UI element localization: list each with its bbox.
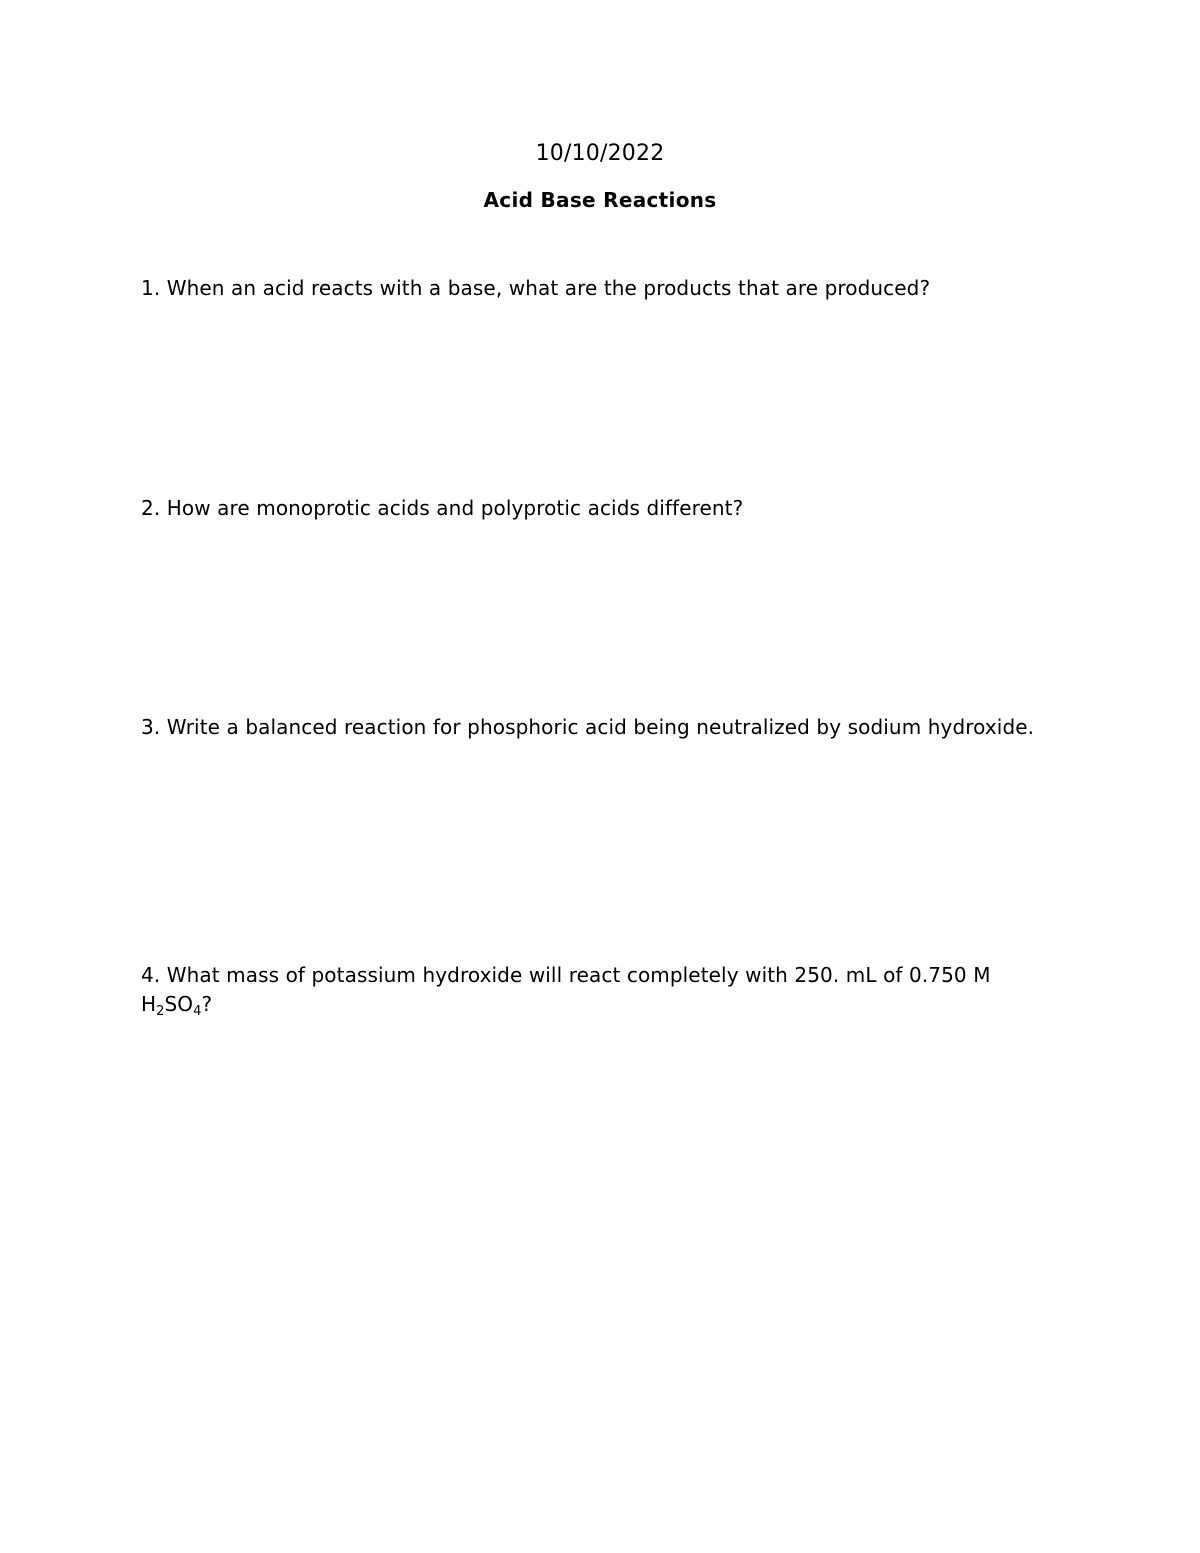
- document-title: Acid Base Reactions: [483, 188, 717, 212]
- question-3: 3. Write a balanced reaction for phosphoric acid being neutralized by sodium hydroxide.: [141, 715, 1035, 739]
- question-4: [141, 961, 1076, 1019]
- document-date: 10/10/2022: [535, 141, 665, 166]
- question-2: 2. How are monoprotic acids and polyprotic acids different?: [141, 496, 744, 520]
- formula-h: H: [141, 992, 157, 1016]
- formula-o-subscript: 4: [193, 1004, 202, 1019]
- formula-question-mark: ?: [201, 992, 213, 1016]
- formula-h-subscript: 2: [156, 1004, 165, 1019]
- question-4-text: 4. What mass of potassium hydroxide will react completely with 250. mL of 0.750 M: [141, 963, 991, 987]
- question-1: 1. When an acid reacts with a base, what are the products that are produced?: [141, 276, 931, 300]
- chemical-formula: [141, 990, 1076, 1019]
- formula-so: SO: [164, 992, 194, 1016]
